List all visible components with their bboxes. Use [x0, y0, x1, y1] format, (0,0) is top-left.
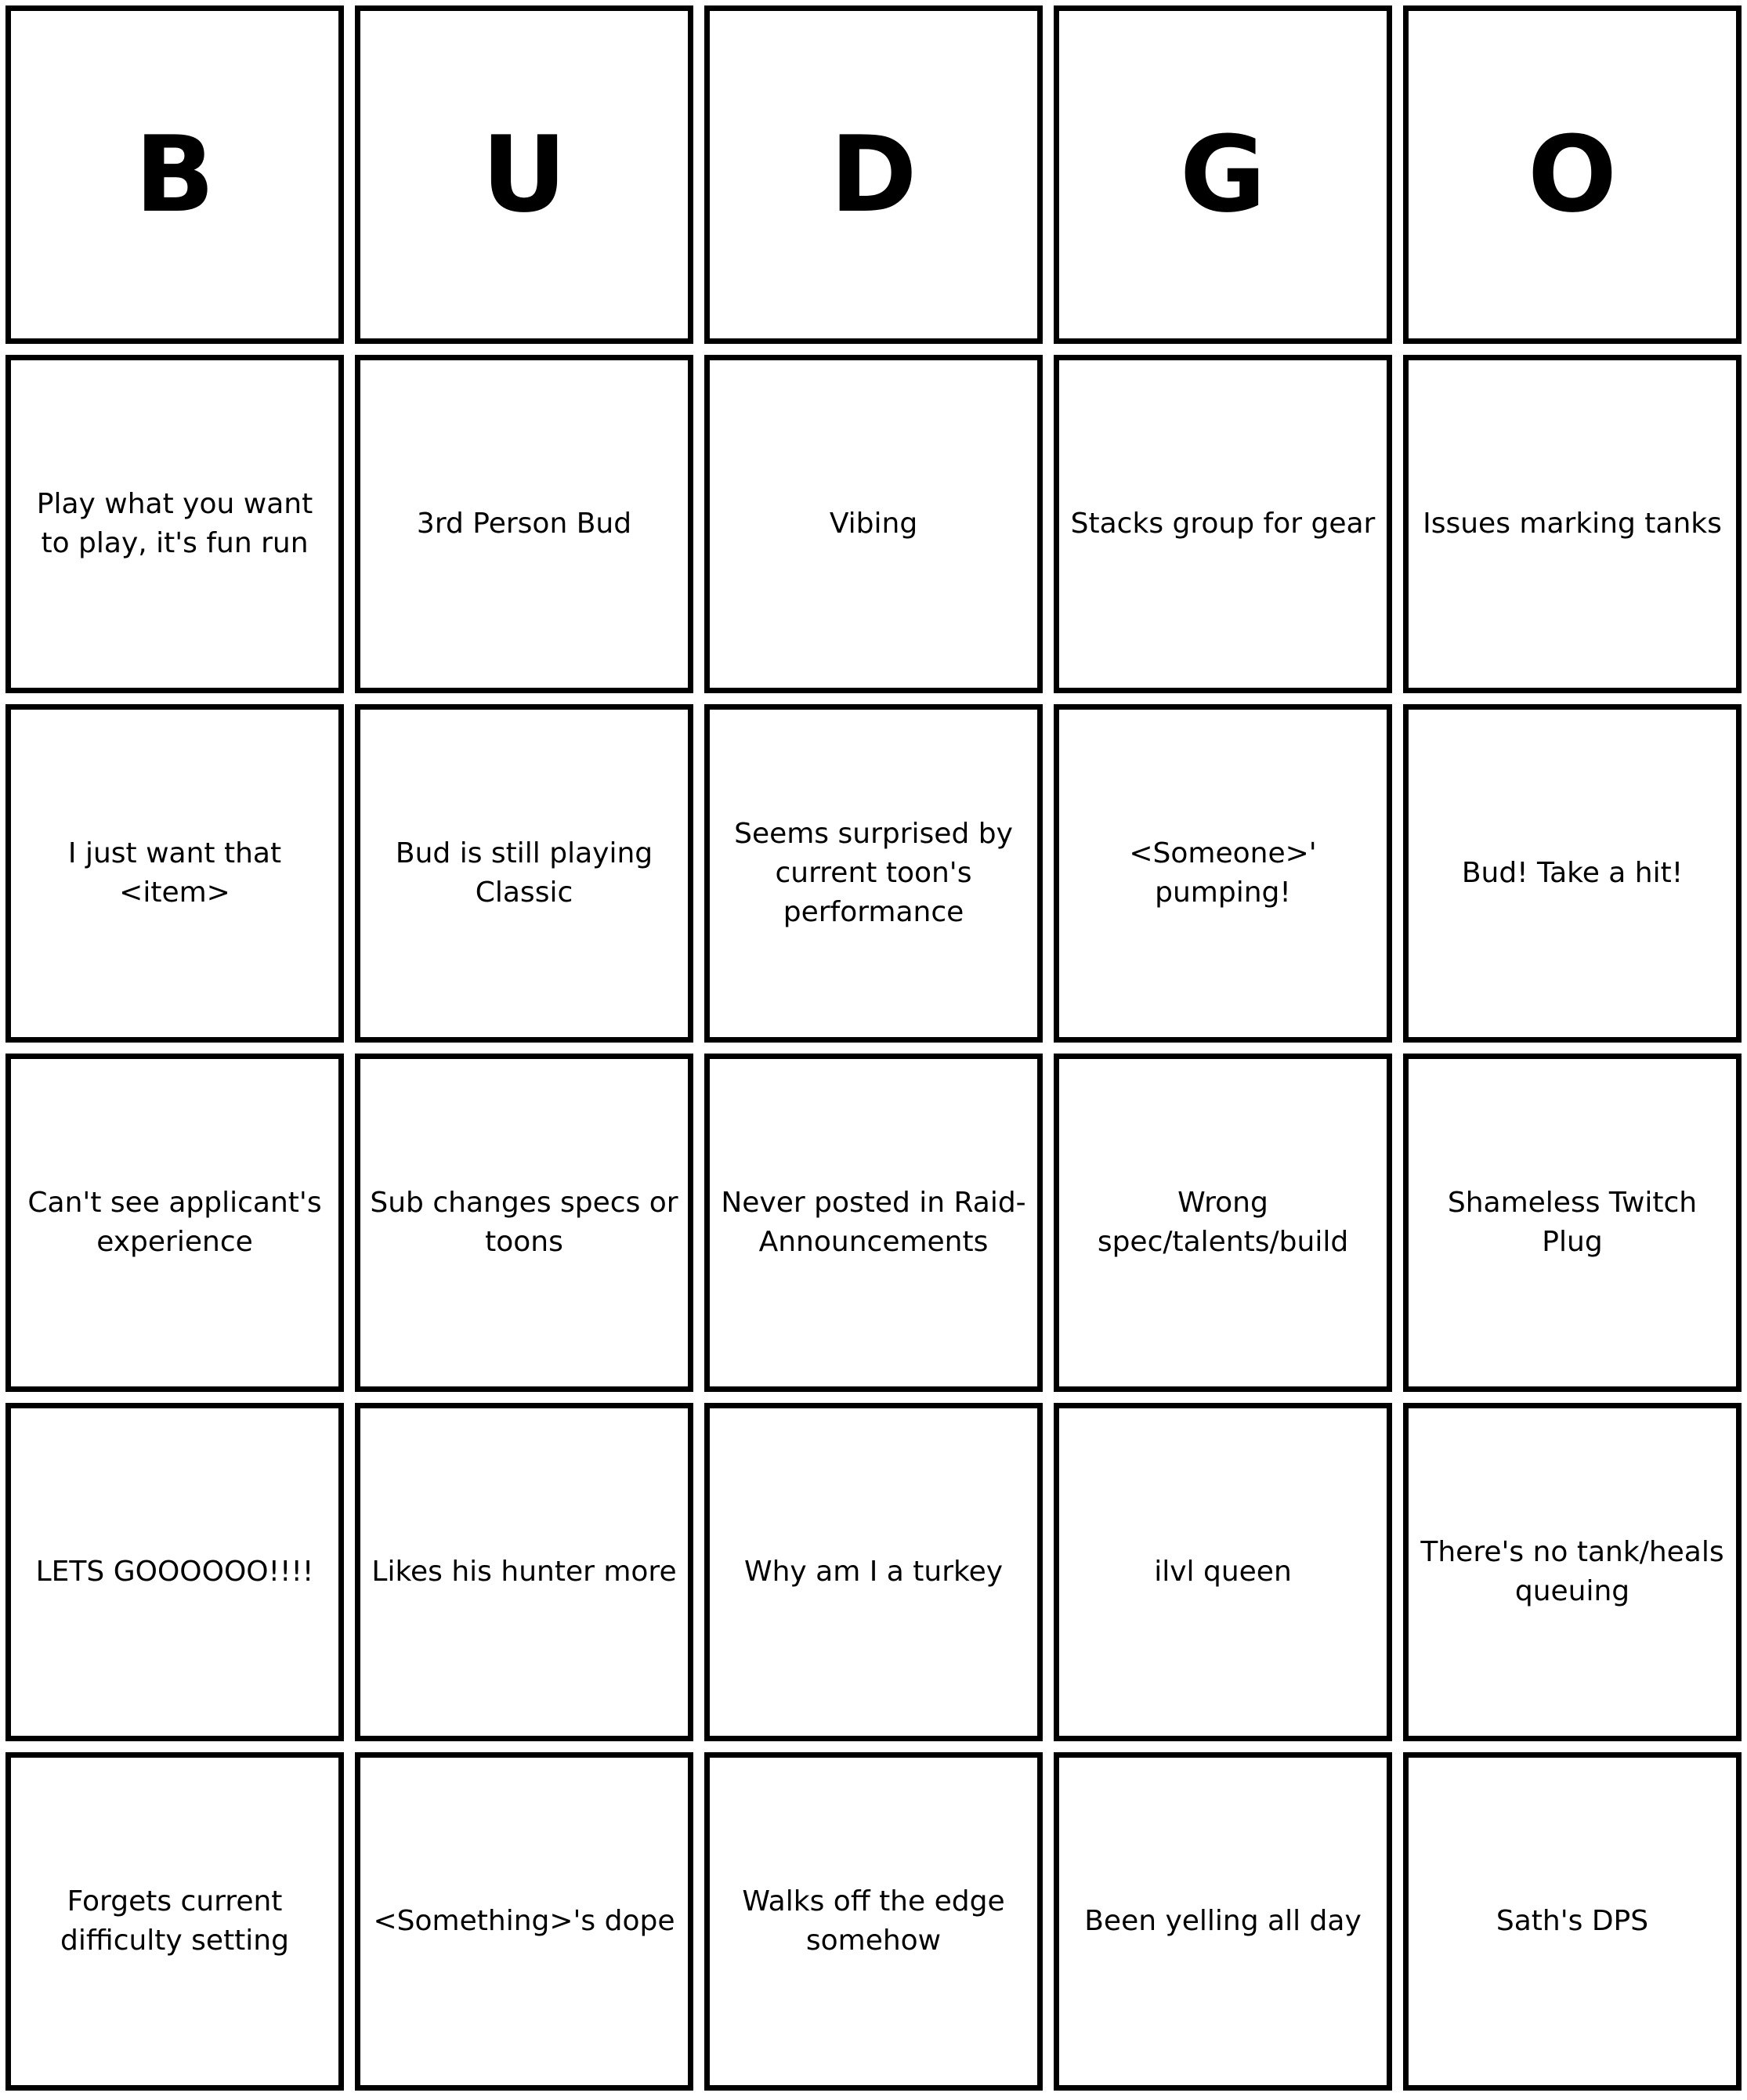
bingo-square[interactable]: [5, 1752, 344, 2091]
square-text: There's no tank/heals queuing: [1420, 1536, 1724, 1607]
square-text: 3rd Person Bud: [416, 508, 632, 540]
square-text: <Something>'s dope: [373, 1905, 675, 1937]
header-letter: B: [134, 114, 215, 236]
header-letter: U: [481, 114, 567, 236]
square-text: Can't see applicant's experience: [27, 1187, 322, 1258]
bingo-square[interactable]: [1403, 1054, 1742, 1392]
square-text: Bud! Take a hit!: [1461, 857, 1684, 889]
square-text: Sath's DPS: [1496, 1905, 1649, 1937]
bingo-square[interactable]: [5, 704, 344, 1043]
square-text: Play what you want to play, it's fun run: [36, 488, 313, 559]
square-text: Been yelling all day: [1084, 1905, 1362, 1937]
bingo-square[interactable]: [1054, 1054, 1392, 1392]
square-text: Sub changes specs or toons: [370, 1187, 678, 1258]
bingo-square[interactable]: [355, 1403, 693, 1741]
bingo-square[interactable]: [1054, 704, 1392, 1043]
square-text: Seems surprised by current toon's performance: [734, 818, 1013, 928]
bingo-square[interactable]: [1403, 1752, 1742, 2091]
square-text: <Someone>' pumping!: [1129, 837, 1317, 909]
bingo-square[interactable]: [1403, 355, 1742, 693]
square-text: Vibing: [829, 508, 918, 540]
square-text: LETS GOOOOOO!!!!: [35, 1556, 314, 1588]
header-cell-d: [704, 5, 1043, 344]
square-text: Stacks group for gear: [1070, 508, 1376, 540]
bingo-square[interactable]: [355, 355, 693, 693]
header-letter: O: [1528, 114, 1617, 236]
bingo-square[interactable]: [1054, 1403, 1392, 1741]
header-cell-g: [1054, 5, 1392, 344]
bingo-square[interactable]: [355, 704, 693, 1043]
bingo-square[interactable]: [704, 1403, 1043, 1741]
header-letter: G: [1180, 114, 1266, 236]
square-text: Never posted in Raid-Announcements: [721, 1187, 1026, 1258]
bingo-square[interactable]: [704, 1752, 1043, 2091]
square-text: Shameless Twitch Plug: [1447, 1187, 1698, 1258]
header-cell-b: [5, 5, 344, 344]
bingo-square[interactable]: [5, 1403, 344, 1741]
bingo-square[interactable]: [1054, 355, 1392, 693]
bingo-square[interactable]: [5, 355, 344, 693]
bingo-square[interactable]: [704, 1054, 1043, 1392]
bingo-square[interactable]: [355, 1054, 693, 1392]
square-text: Forgets current difficulty setting: [60, 1885, 289, 1957]
header-letter: D: [830, 114, 917, 236]
square-text: Wrong spec/talents/build: [1097, 1187, 1349, 1258]
square-text: Likes his hunter more: [371, 1556, 677, 1588]
header-cell-o: [1403, 5, 1742, 344]
header-cell-u: [355, 5, 693, 344]
bingo-square[interactable]: [5, 1054, 344, 1392]
square-text: Walks off the edge somehow: [742, 1885, 1005, 1957]
bingo-square[interactable]: [704, 355, 1043, 693]
bingo-square[interactable]: [704, 704, 1043, 1043]
bingo-square[interactable]: [1403, 704, 1742, 1043]
square-text: Issues marking tanks: [1423, 508, 1722, 540]
square-text: I just want that <item>: [67, 837, 282, 909]
bingo-square[interactable]: [1054, 1752, 1392, 2091]
square-text: Why am I a turkey: [743, 1556, 1004, 1588]
square-text: ilvl queen: [1154, 1556, 1292, 1588]
square-text: Bud is still playing Classic: [395, 837, 653, 909]
bingo-square[interactable]: [355, 1752, 693, 2091]
bingo-square[interactable]: [1403, 1403, 1742, 1741]
